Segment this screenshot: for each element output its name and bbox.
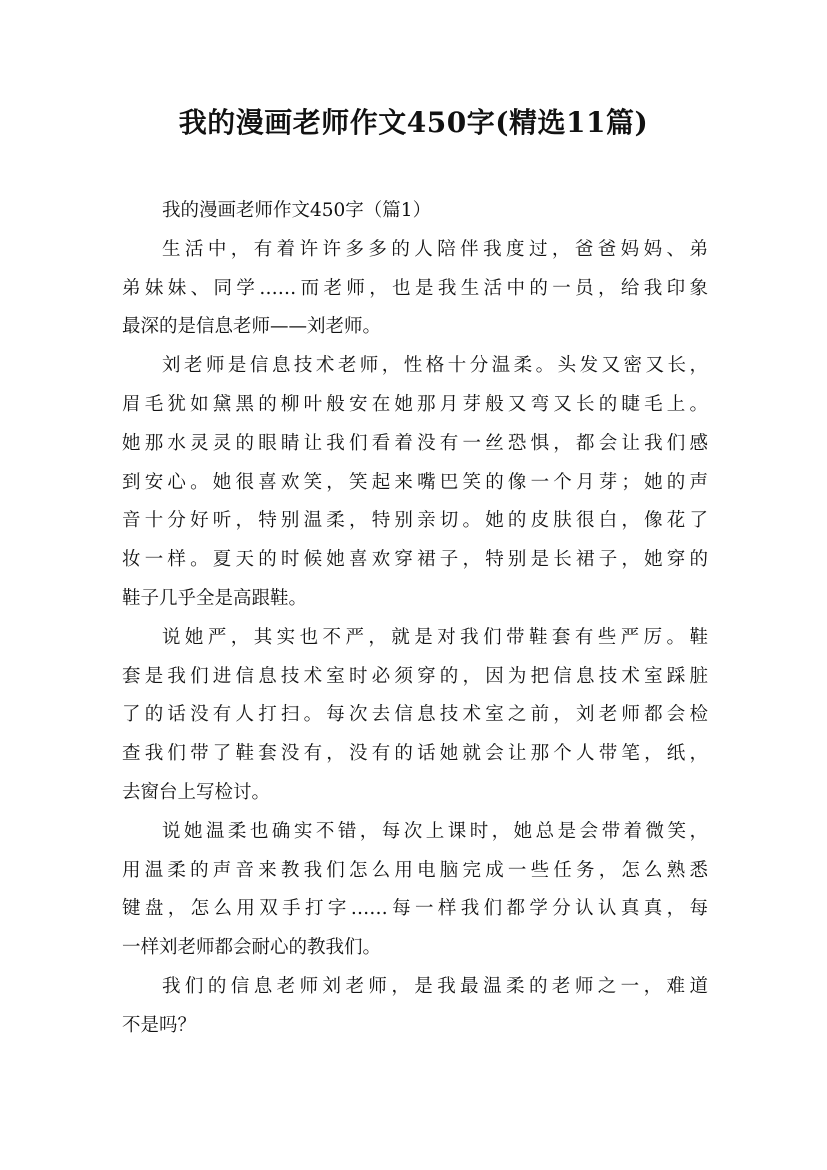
paragraph-3-line: 查我们带了鞋套没有，没有的话她就会让那个人带笔，纸， [122, 743, 708, 765]
paragraph-1-line: 最深的是信息老师——刘老师。 [122, 316, 382, 338]
paragraph-3-line: 了的话没有人打扫。每次去信息技术室之前，刘老师都会检 [122, 704, 708, 726]
paragraph-5-line: 我们的信息老师刘老师，是我最温柔的老师之一，难道 [162, 975, 708, 997]
paragraph-4-line: 用温柔的声音来教我们怎么用电脑完成一些任务，怎么熟悉 [122, 859, 708, 881]
paragraph-2-line: 她那水灵灵的眼睛让我们看着没有一丝恐惧，都会让我们感 [122, 432, 708, 454]
paragraph-3-line: 套是我们进信息技术室时必须穿的，因为把信息技术室踩脏 [122, 665, 708, 687]
document-title: 我的漫画老师作文450字(精选11篇) [178, 106, 649, 139]
paragraph-4-line: 一样刘老师都会耐心的教我们。 [122, 937, 382, 959]
paragraph-4-line: 说她温柔也确实不错，每次上课时，她总是会带着微笑， [162, 820, 708, 842]
paragraph-4-line: 键盘，怎么用双手打字……每一样我们都学分认认真真，每 [122, 898, 708, 920]
paragraph-1-line: 生活中，有着许许多多的人陪伴我度过，爸爸妈妈、弟 [162, 238, 708, 260]
paragraph-2-line: 音十分好听，特别温柔，特别亲切。她的皮肤很白，像花了 [122, 510, 708, 532]
paragraph-1-line: 弟妹妹、同学……而老师，也是我生活中的一员，给我印象 [122, 277, 708, 299]
section-heading: 我的漫画老师作文450字（篇1） [162, 200, 432, 221]
paragraph-3-line: 说她严，其实也不严，就是对我们带鞋套有些严厉。鞋 [162, 626, 708, 648]
paragraph-2-line: 鞋子几乎全是高跟鞋。 [122, 587, 308, 609]
paragraph-2-line: 到安心。她很喜欢笑，笑起来嘴巴笑的像一个月芽；她的声 [122, 471, 708, 493]
paragraph-5-line: 不是吗？ [122, 1014, 197, 1036]
paragraph-3-line: 去窗台上写检讨。 [122, 781, 271, 803]
paragraph-2-line: 刘老师是信息技术老师，性格十分温柔。头发又密又长， [162, 355, 708, 377]
paragraph-2-line: 妆一样。夏天的时候她喜欢穿裙子，特别是长裙子，她穿的 [122, 549, 708, 571]
document-body [122, 192, 708, 1046]
paragraph-2-line: 眉毛犹如黛黑的柳叶般安在她那月芽般又弯又长的睫毛上。 [122, 393, 708, 415]
